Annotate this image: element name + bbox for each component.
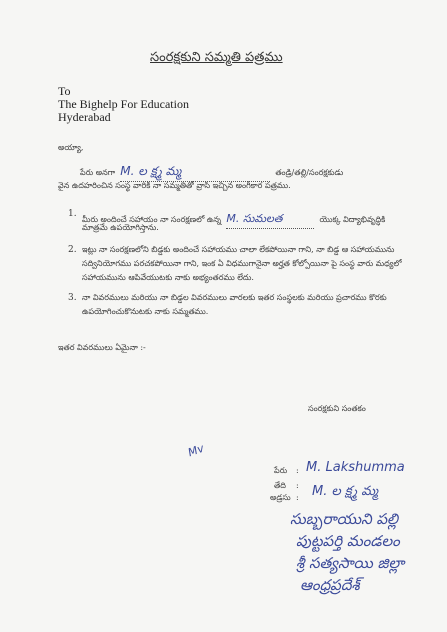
intro-prefix: పేరు అనగా	[80, 168, 116, 177]
item-3-line-2: ఉపయోగించుకొనుటకు నాకు సమ్మతము.	[82, 307, 209, 316]
to-organization: The Bighelp For Education	[58, 97, 189, 111]
item-3-line-1: నా వివరములు మరియు నా బిడ్డల వివరములు వారలకు ఇతర సంస్థలకు మరియు ప్రచారము కొరకు	[82, 293, 387, 302]
salutation: అయ్యా,	[58, 143, 84, 152]
item-3-number: 3.	[68, 293, 77, 303]
name-colon: :	[296, 466, 299, 475]
to-city: Hyderabad	[58, 110, 111, 124]
intro-suffix: తండ్రి/తల్లి/సంరక్షకుడు	[275, 168, 344, 177]
ward-name-handwritten: M. సుమలత	[226, 212, 283, 225]
address-line-1: సుబ్బరాయుని పల్లి	[290, 510, 399, 528]
name-label: పేరు	[274, 466, 288, 475]
item-1-number: 1.	[68, 209, 77, 219]
document-title: సంరక్షకుని సమ్మతి పత్రము	[150, 50, 283, 65]
to-label: To	[58, 84, 71, 98]
intro-line	[80, 160, 343, 182]
other-details-label: ఇతర వివరములు ఏమైనా :-	[58, 343, 146, 352]
intro-line-2: వైన ఉదహరించిన సంస్థ వారికి నా సమ్మతితో వ్రాసి ఇచ్చిన అంగీకార పత్రము.	[58, 181, 291, 190]
address-line-3: శ్రీ సత్యసాయి జిల్లా	[296, 554, 405, 572]
address-line-2: పుట్టపర్తి మండలం	[296, 532, 400, 550]
guardian-name-field	[120, 160, 270, 182]
item-2-line-3: సహాయమును ఆపివేయుటకు నాకు అభ్యంతరము లేదు.	[82, 273, 254, 282]
address-label: అడ్రసు	[270, 493, 291, 502]
date-label: తేది	[274, 481, 286, 490]
item-2-line-2: సద్వినియోగము పరచకపోయినా గాని, ఇంక ఏ విధముగానైనా అర్హత కోల్పోయినా పై సంస్థ వారు మధ్యలో	[82, 259, 402, 268]
name-value-handwritten: M. Lakshumma	[306, 460, 405, 475]
ward-name-field	[226, 207, 314, 229]
address-name-handwritten: M. ల క్ష్మ మ్మ	[312, 484, 379, 499]
item-1-after: యొక్క విద్యాభివృద్ధికి	[319, 215, 386, 224]
guardian-name-handwritten: M. ల క్ష్మ మ్మ	[120, 164, 182, 178]
item-1-line-2: మాత్రమే ఉపయోగిస్తాను.	[82, 223, 159, 232]
item-2-number: 2.	[68, 245, 77, 255]
address-colon: :	[296, 493, 299, 502]
item-1-before: మీరు అందించే సహాయం నా సంరక్షణలో ఉన్న	[82, 215, 222, 224]
item-2-line-1: ఇట్లు నా సంరక్షణలోని బిడ్డకు అందించే సహాయము చాలా లేకపోయినా గాని, నా బిడ్డ ఆ సహాయమును	[82, 245, 395, 254]
address-line-4: ఆంధ్రప్రదేశ్	[300, 576, 360, 594]
date-colon: :	[296, 481, 299, 490]
margin-initials: Mv	[186, 441, 206, 460]
signature-heading: సంరక్షకుని సంతకం	[308, 404, 366, 413]
